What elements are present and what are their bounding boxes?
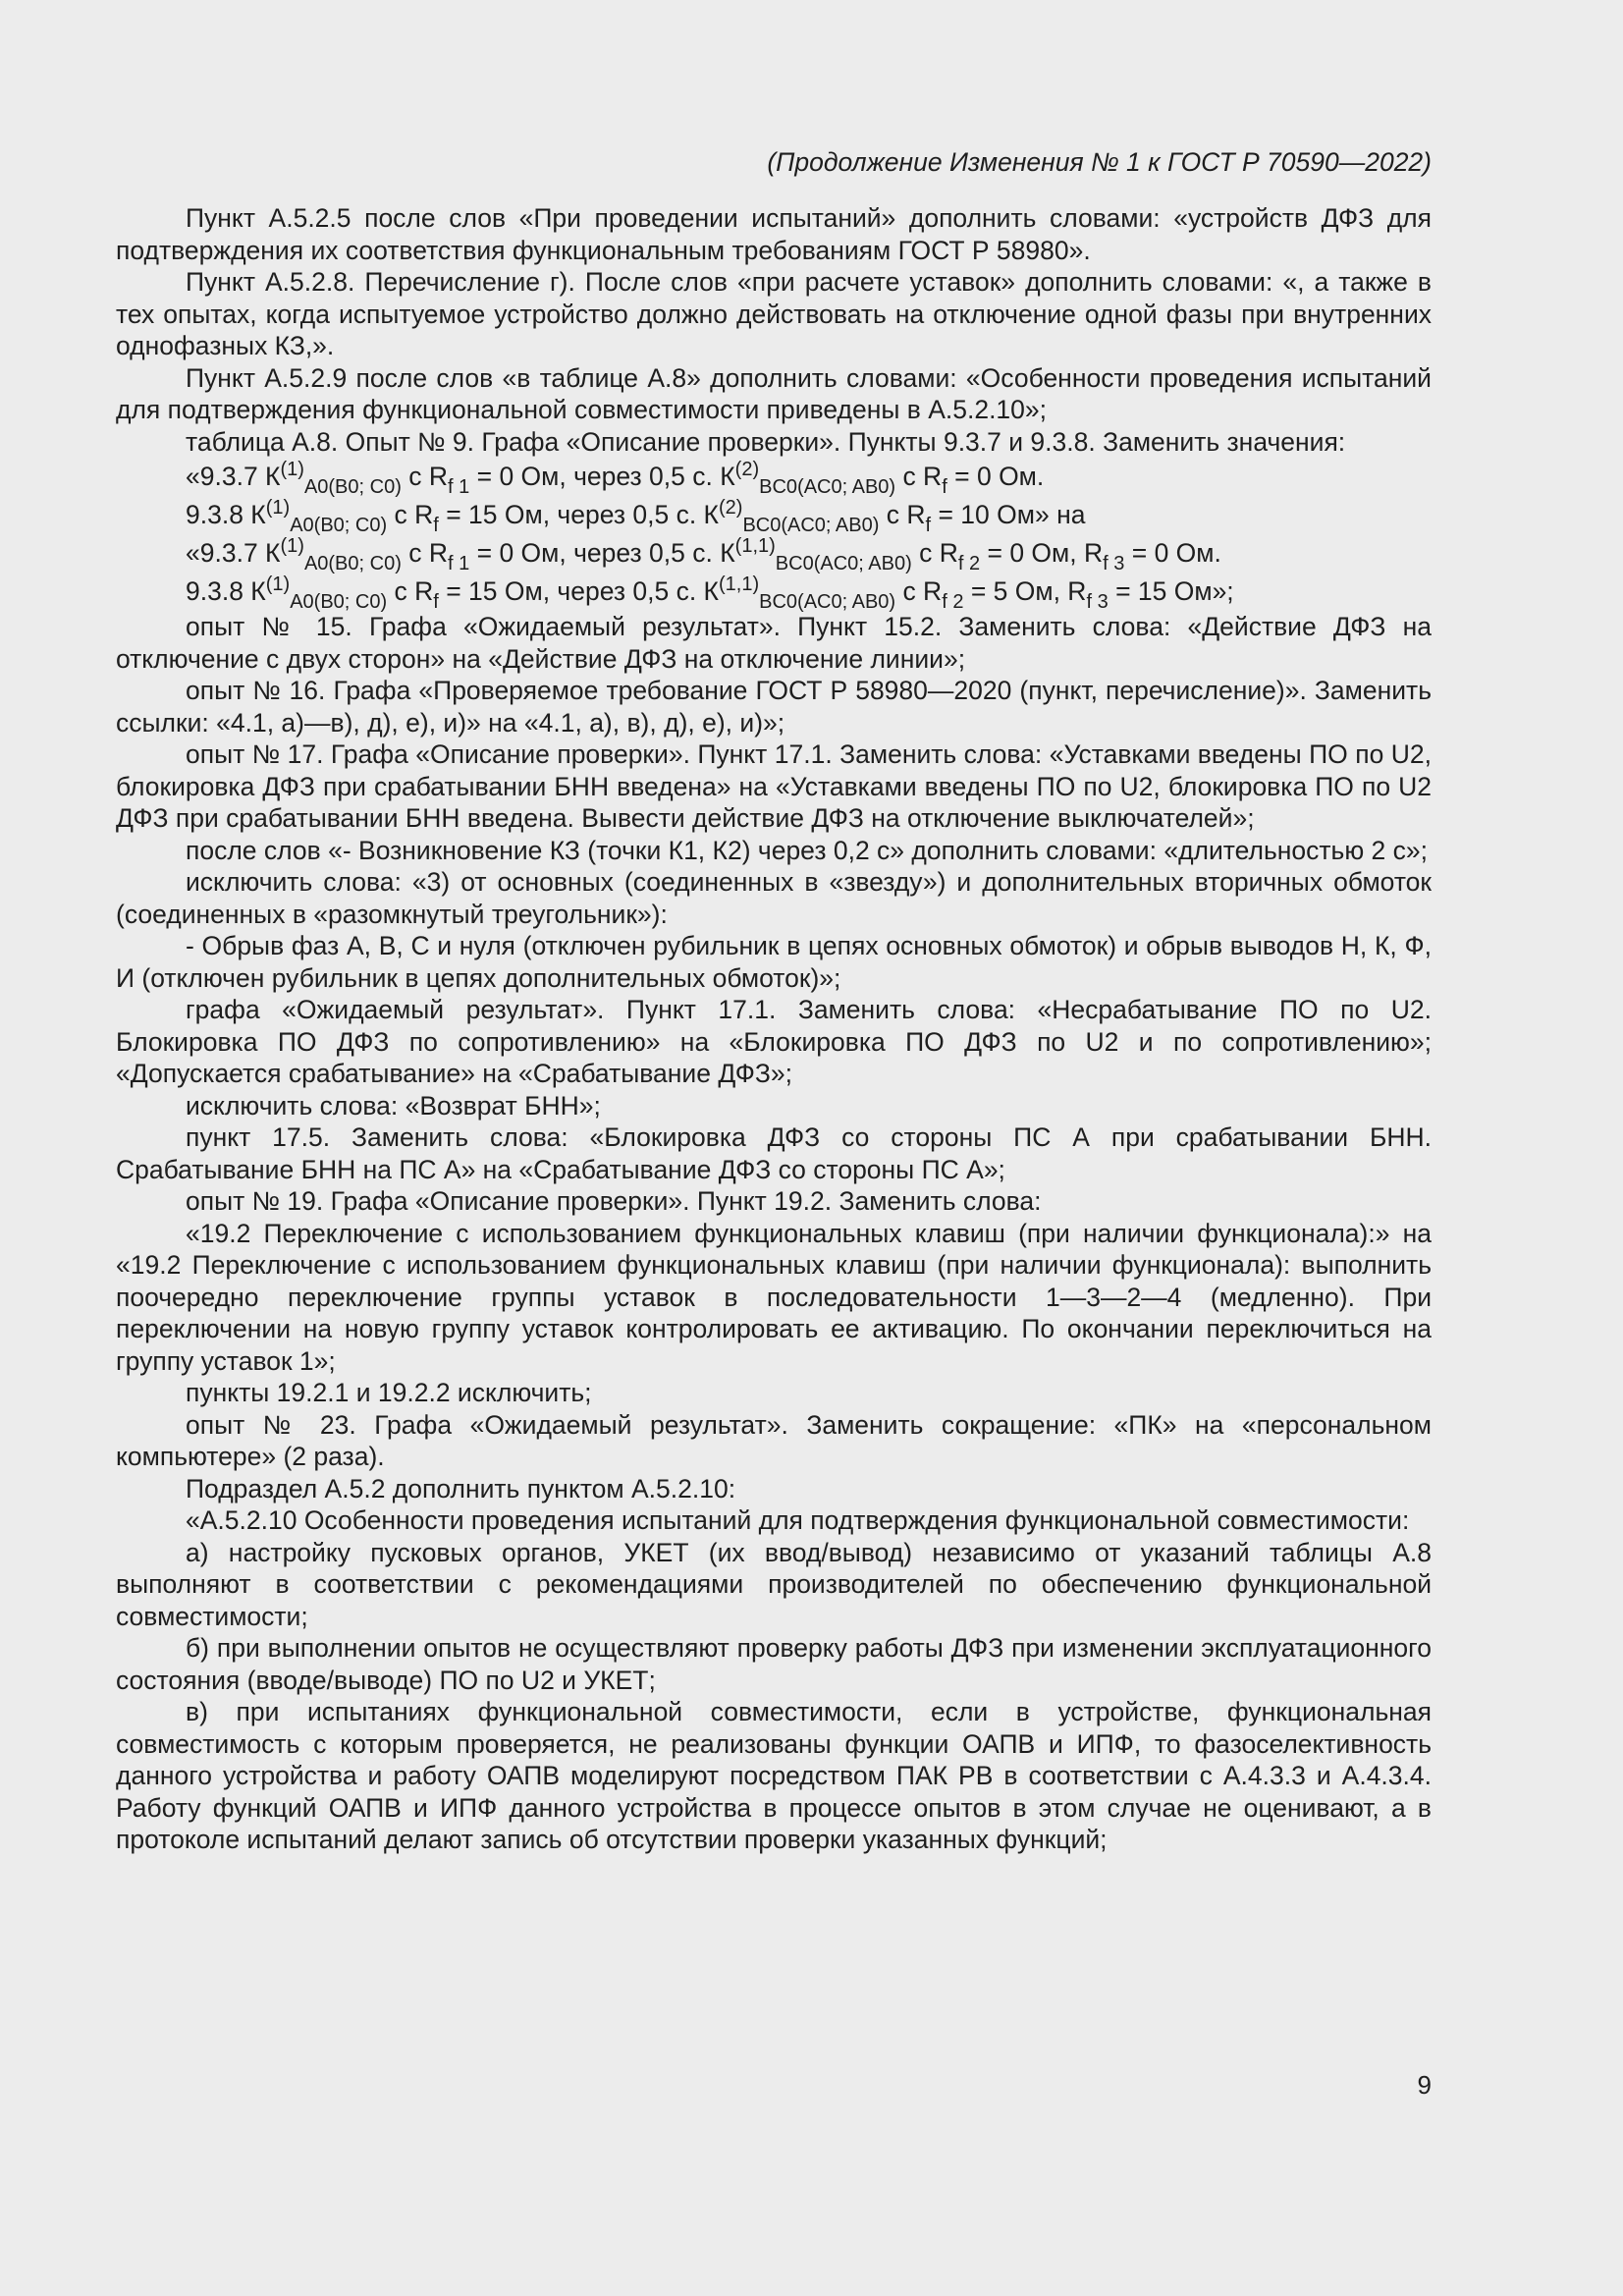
paragraph: графа «Ожидаемый результат». Пункт 17.1. Заменить слова: «Несрабатывание ПО по U2. Блокировка ПО ДФЗ по сопротивлению» на «Блокировка ПО ДФЗ по U2 и по сопротивлению»; «Допускается срабатывание» на «Срабатывание ДФЗ»; <box>116 995 1432 1088</box>
formula-line-old-2: 9.3.8 $К^{(1)}_{A0(B0; C0)}$ с $R_f = 15$ Ом, через 0,5 с. $К^{(2)}_{BC0(AC0; AB0)}$ с $R_f = 10$ Ом» на <box>186 497 1086 536</box>
paragraph: опыт № 15. Графа «Ожидаемый результат». Пункт 15.2. Заменить слова: «Действие ДФЗ на отключение с двух сторон» на «Действие ДФЗ на отключение линии»; <box>116 612 1432 674</box>
body-text <box>116 202 1432 1856</box>
paragraph: опыт № 16. Графа «Проверяемое требование ГОСТ Р 58980—2020 (пункт, перечисление)». Заменить ссылки: «4.1, а)—в), д), е), и)» на «4.1, а), в), д), е), и)»; <box>116 676 1432 738</box>
paragraph: опыт № 19. Графа «Описание проверки». Пункт 19.2. Заменить слова: <box>186 1186 1042 1216</box>
formula-line-old-1: «9.3.7 $К^{(1)}_{A0(B0; C0)}$ с $R_{f 1} = 0$ Ом, через 0,5 с. $К^{(2)}_{BC0(AC0; AB0)}$ с $R_f = 0$ Ом. <box>186 459 1045 498</box>
running-head: (Продолжение Изменения № 1 к ГОСТ Р 70590—2022) <box>767 147 1432 177</box>
paragraph: опыт № 17. Графа «Описание проверки». Пункт 17.1. Заменить слова: «Уставками введены ПО по U2, блокировка ДФЗ при срабатывании БНН введена» на «Уставками введены ПО по U2, блокировка ПО по U2 ДФЗ при срабатывании БНН введена. Вывести действие ДФЗ на отключение выключателей»; <box>116 739 1432 833</box>
paragraph: «А.5.2.10 Особенности проведения испытаний для подтверждения функциональной совместимости: <box>186 1505 1410 1535</box>
paragraph: «19.2 Переключение с использованием функциональных клавиш (при наличии функционала):» на «19.2 Переключение с использованием функциональных клавиш (при наличии функционала): выполнить поочередно переключение группы уставок в последовательности 1—3—2—4 (медленно). При переключении на новую группу уставок контролировать ее активацию. По окончании переключиться на группу уставок 1»; <box>116 1218 1432 1376</box>
paragraph: опыт № 23. Графа «Ожидаемый результат». Заменить сокращение: «ПК» на «персональном компьютере» (2 раза). <box>116 1409 1432 1471</box>
paragraph: - Обрыв фаз А, В, С и нуля (отключен рубильник в цепях основных обмоток) и обрыв выводов Н, К, Ф, И (отключен рубильник в цепях дополнительных обмоток)»; <box>116 931 1432 993</box>
paragraph: исключить слова: «Возврат БНН»; <box>186 1090 601 1121</box>
list-item: а) настройку пусковых органов, УКЕТ (их ввод/вывод) независимо от указаний таблицы А.8 выполняют в соответствии с рекомендациями производителей по обеспечению функциональной совместимости; <box>116 1537 1432 1631</box>
paragraph: пункт 17.5. Заменить слова: «Блокировка ДФЗ со стороны ПС А при срабатывании БНН. Срабатывание БНН на ПС А» на «Срабатывание ДФЗ со стороны ПС А»; <box>116 1122 1432 1184</box>
formula-line-new-1: «9.3.7 $К^{(1)}_{A0(B0; C0)}$ с $R_{f 1} = 0$ Ом, через 0,5 с. К$^{(1,1)}_{BC0(AC0; AB0)}$ с $R_{f 2} = 0$ Ом, $R_{f 3} = 0$ Ом. <box>186 535 1221 574</box>
paragraph: таблица А.8. Опыт № 9. Графа «Описание проверки». Пункты 9.3.7 и 9.3.8. Заменить значения: <box>186 426 1346 457</box>
list-item: б) при выполнении опытов не осуществляют проверку работы ДФЗ при изменении эксплуатационного состояния (вводе/выводе) ПО по U2 и УКЕТ; <box>116 1633 1432 1695</box>
paragraph: исключить слова: «3) от основных (соединенных в «звезду») и дополнительных вторичных обмоток (соединенных в «разомкнутый треугольник»): <box>116 867 1432 929</box>
paragraph: Подраздел А.5.2 дополнить пунктом А.5.2.10: <box>186 1473 736 1503</box>
paragraph: пункты 19.2.1 и 19.2.2 исключить; <box>186 1378 592 1407</box>
list-item: в) при испытаниях функциональной совместимости, если в устройстве, функциональная совместимость с которым проверяется, не реализованы функции ОАПВ и ИПФ, то фазоселективность данного устройства и работу ОАПВ моделируют посредством ПАК РВ в соответствии с А.4.3.3 и А.4.3.4. Работу функций ОАПВ и ИПФ данного устройства в процессе опытов в этом случае не оценивают, а в протоколе испытаний делают запись об отсутствии проверки указанных функций; <box>116 1697 1432 1854</box>
paragraph: Пункт А.5.2.8. Перечисление г). После слов «при расчете уставок» дополнить словами: «, а также в тех опытах, когда испытуемое устройство должно действовать на отключение одной фазы при внутренних однофазных КЗ,». <box>116 267 1432 360</box>
paragraph: Пункт А.5.2.9 после слов «в таблице А.8» дополнить словами: «Особенности проведения испытаний для подтверждения функциональной совместимости приведены в А.5.2.10»; <box>116 362 1432 424</box>
formula-line-new-2: 9.3.8 $К^{(1)}_{A0(B0; C0)}$ с $R_f = 15$ Ом, через 0,5 с. К$^{(1,1)}_{BC0(AC0; AB0)}$ с $R_{f 2} = 5$ Ом, $R_{f 3} = 15$ Ом»; <box>186 574 1234 613</box>
paragraph: после слов «- Возникновение КЗ (точки К1, К2) через 0,2 с» дополнить словами: «длительностью 2 с»; <box>186 835 1429 865</box>
paragraph: Пункт А.5.2.5 после слов «При проведении испытаний» дополнить словами: «устройств ДФЗ для подтверждения их соответствия функциональным требованиям ГОСТ Р 58980». <box>116 203 1432 265</box>
page-number: 9 <box>1417 2070 1432 2100</box>
